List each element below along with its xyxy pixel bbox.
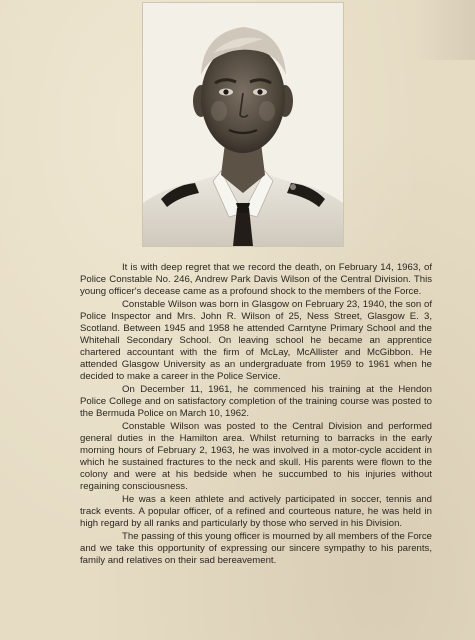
paragraph-accident: Constable Wilson was posted to the Central Division and performed general duties in the Hamilton area. Whilst returning to barracks in the early morning hours of February 2, 1963, he was involved in a motor-cycle accident in which he sustained fractures to the neck and skull. His parents were flown to the colony and were at his bedside when he succumbed to his injuries without regaining consciousness.	[80, 421, 432, 492]
page-edge-shadow	[415, 0, 475, 60]
obituary-text	[80, 262, 432, 568]
paragraph-biography: Constable Wilson was born in Glasgow on February 23, 1940, the son of Police Inspector and Mrs. John R. Wilson of 25, Ness Street, Glasgow E. 3, Scotland. Between 1945 and 1958 he attended Carntyne Primary School and the Whitehall Secondary School. On leaving school he became an apprentice chartered accountant with the firm of McLay, McAllister and McGibbon. He attended Glasgow University as an undergraduate from 1959 to 1961 when he decided to make a career in the Police Service.	[80, 299, 432, 382]
paragraph-intro: It is with deep regret that we record the death, on February 14, 1963, of Police Constable No. 246, Andrew Park Davis Wilson of the Central Division. This young officer's decease came as a profound shock to the members of the Force.	[80, 262, 432, 297]
paragraph-condolence: The passing of this young officer is mourned by all members of the Force and we take this opportunity of expressing our sincere sympathy to his parents, family and relatives on their sad bereavement.	[80, 531, 432, 566]
paragraph-training: On December 11, 1961, he commenced his training at the Hendon Police College and on satisfactory completion of the training course was posted to the Bermuda Police on March 10, 1962.	[80, 384, 432, 419]
paragraph-character: He was a keen athlete and actively participated in soccer, tennis and track events. A popular officer, of a refined and courteous nature, he was held in high regard by all ranks and particularly by those who served in his Division.	[80, 494, 432, 529]
portrait-illustration	[143, 3, 343, 246]
portrait-photo	[142, 2, 344, 247]
